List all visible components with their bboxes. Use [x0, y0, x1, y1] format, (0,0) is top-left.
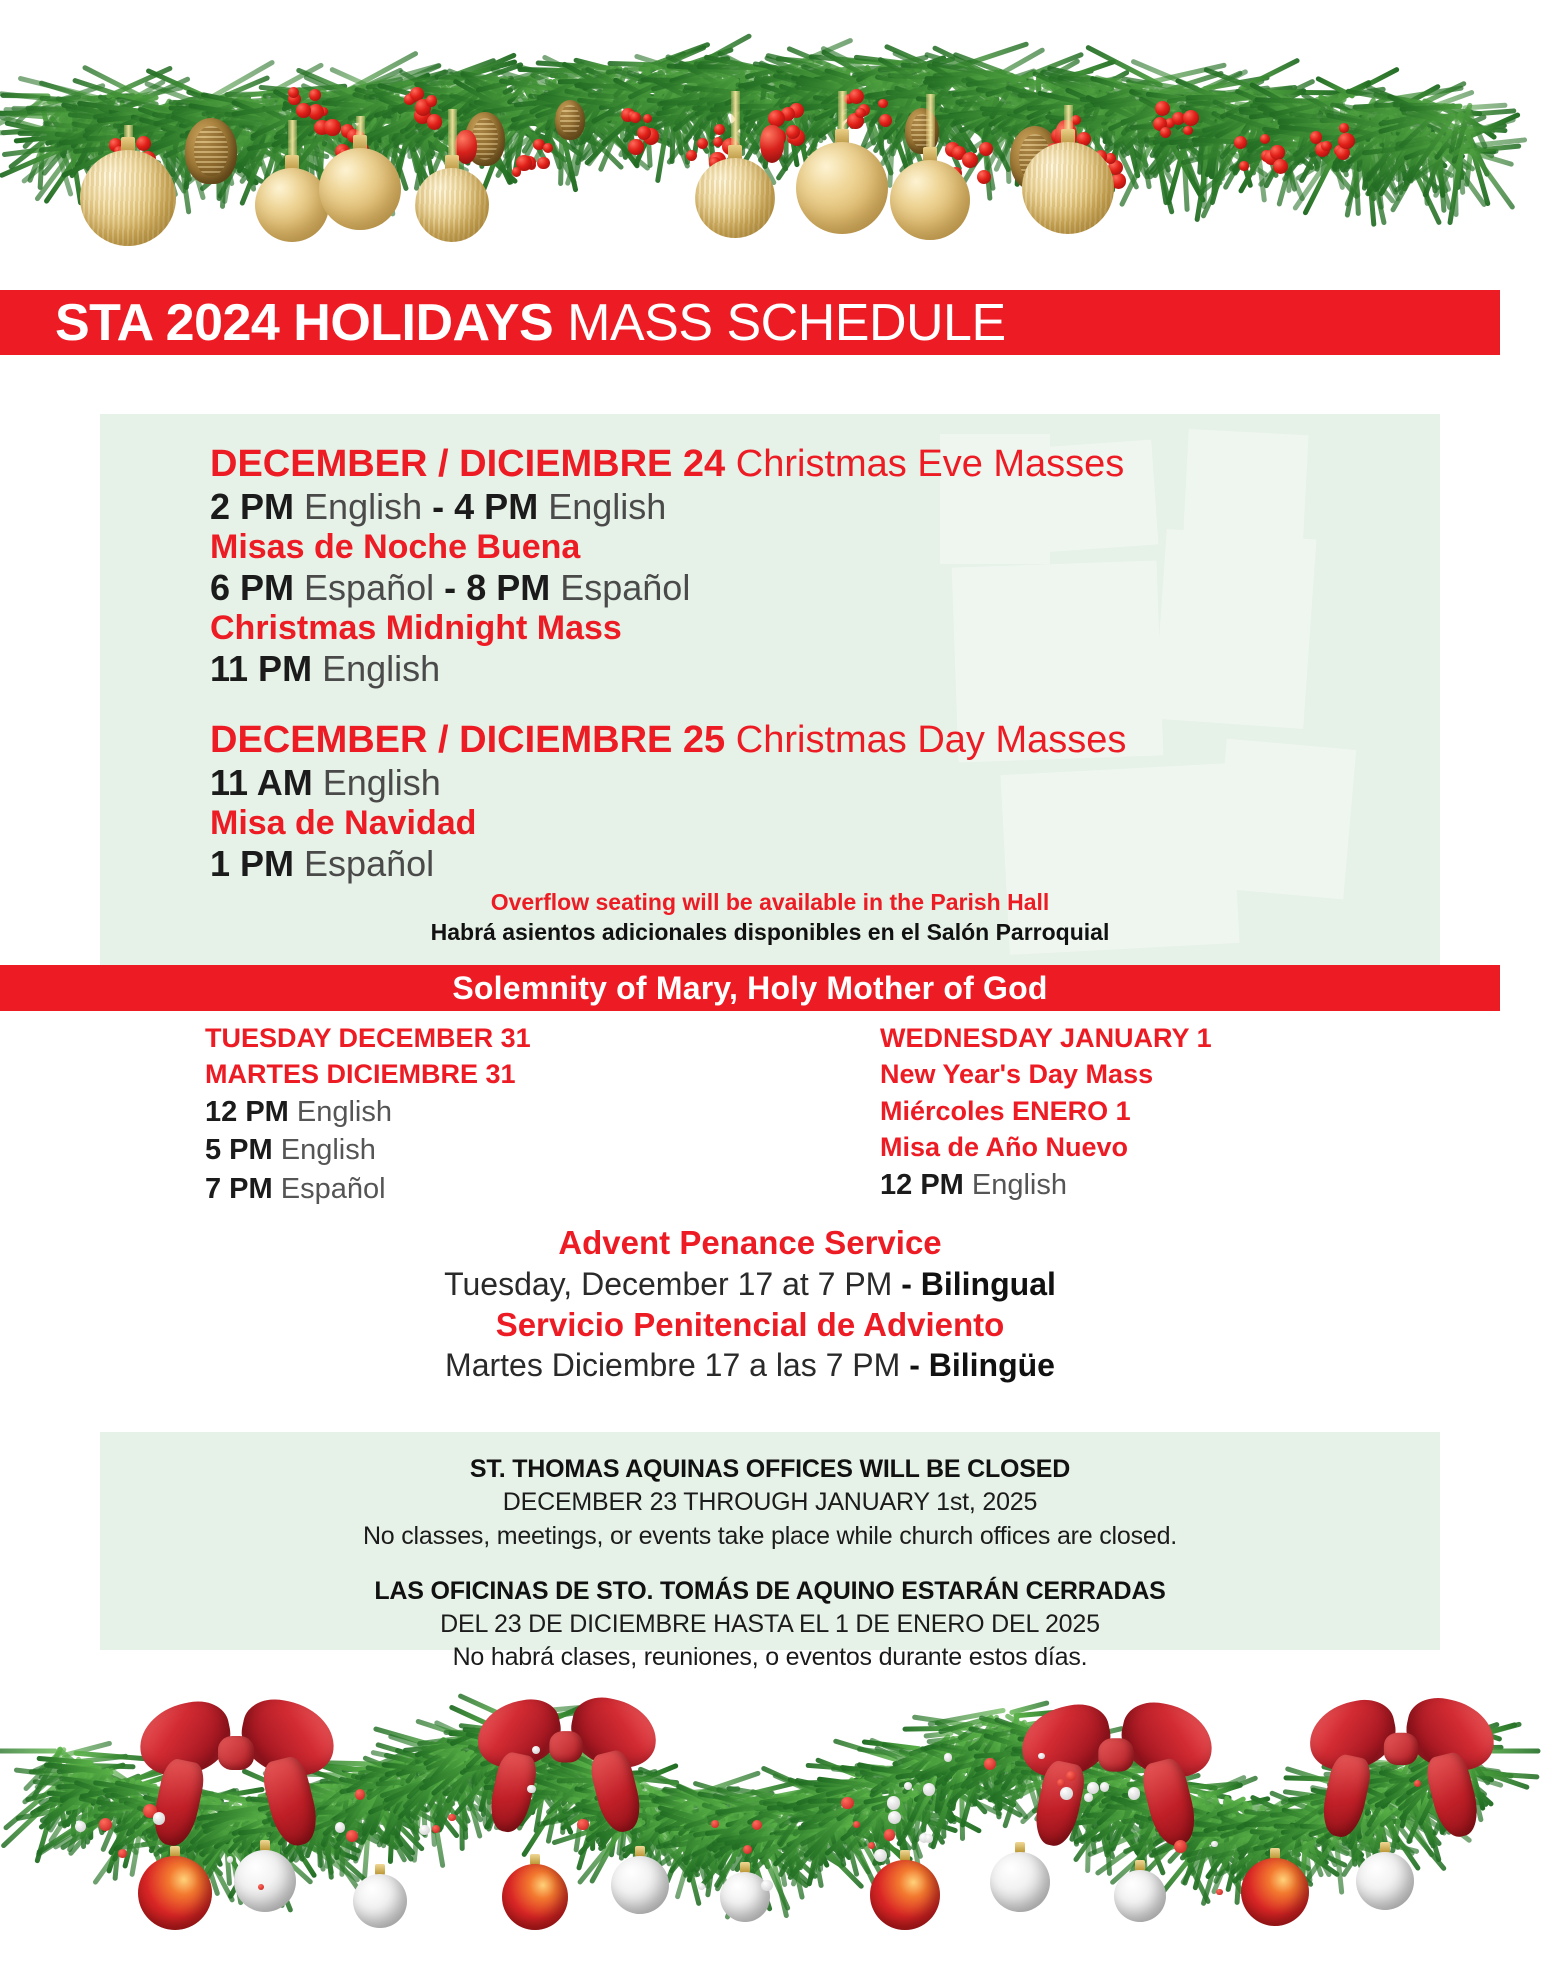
- berry: [686, 150, 698, 162]
- gold-ornament: [255, 168, 329, 242]
- dec25-lang-1pm: Español: [304, 843, 435, 885]
- mini-bead: [944, 1753, 953, 1762]
- penance-title-spanish: Servicio Penitencial de Adviento: [495, 1305, 1005, 1343]
- mini-bead: [923, 1783, 935, 1795]
- berry: [324, 119, 340, 135]
- berry: [537, 157, 550, 170]
- dec24-lang-11pm: English: [322, 648, 441, 690]
- dec24-spanish-subtitle: Misas de Noche Buena: [210, 527, 581, 566]
- dec25-heading-light: Christmas Day Masses: [735, 719, 1127, 762]
- offices-closed-panel: [100, 1432, 1440, 1672]
- title-banner: [0, 290, 1500, 355]
- dec24-heading-light: Christmas Eve Masses: [735, 443, 1125, 485]
- dec31-row: [205, 1170, 531, 1209]
- mini-bead: [853, 1821, 860, 1828]
- overflow-note-spanish: Habrá asientos adicionales disponibles en el Salón Parroquial: [430, 918, 1110, 945]
- dec24-time-11pm: 11 PM: [210, 648, 313, 690]
- berry: [1183, 126, 1192, 135]
- dec31-lang-2: Español: [280, 1173, 386, 1205]
- berry: [1310, 131, 1322, 143]
- white-ornament: [611, 1856, 669, 1914]
- berry: [1321, 141, 1331, 151]
- mini-bead: [984, 1758, 996, 1770]
- berry: [288, 87, 299, 98]
- garland-needle: [0, 1749, 58, 1754]
- jan1-subtitle-english: New Year's Day Mass: [880, 1059, 1154, 1090]
- berry: [849, 89, 864, 104]
- bow-knot: [549, 1731, 582, 1762]
- mini-bead: [1060, 1787, 1073, 1800]
- mini-bead: [1087, 1782, 1099, 1794]
- dec25-time-11am: 11 AM: [210, 762, 313, 804]
- mini-bead: [419, 1825, 430, 1836]
- berry: [628, 139, 644, 155]
- pine-cone: [555, 100, 585, 140]
- red-ornament: [760, 125, 784, 163]
- dec25-spanish-subtitle: Misa de Navidad: [210, 804, 477, 843]
- column-january-1: [880, 1020, 1212, 1204]
- dec25-spanish-time: [210, 843, 1126, 885]
- mini-bead: [841, 1797, 854, 1810]
- dec31-row: [205, 1131, 531, 1170]
- white-ornament: [1114, 1870, 1166, 1922]
- mini-bead: [1216, 1889, 1222, 1895]
- white-ornament: [353, 1874, 407, 1928]
- berry: [855, 108, 865, 118]
- red-ornament: [870, 1860, 940, 1930]
- berry: [296, 103, 311, 118]
- dec31-header-spanish: MARTES DICIEMBRE 31: [205, 1059, 516, 1090]
- mini-bead: [1128, 1787, 1140, 1799]
- dec31-time-0: 12 PM: [205, 1095, 289, 1128]
- red-bow: [1400, 1746, 1401, 1747]
- mini-bead: [153, 1812, 166, 1825]
- dec25-lang-11am: English: [322, 762, 441, 804]
- dec24-dash-1: -: [432, 486, 445, 528]
- solemnity-columns: [0, 1020, 1500, 1210]
- mini-bead: [752, 1820, 762, 1830]
- mini-bead: [527, 1785, 535, 1793]
- mini-bead: [335, 1822, 345, 1832]
- penance-detail-english: [0, 1264, 1500, 1304]
- dec31-time-2: 7 PM: [205, 1173, 273, 1205]
- penance-detail-spanish: [0, 1345, 1500, 1385]
- berry: [543, 143, 553, 153]
- closed-english-line2: DECEMBER 23 THROUGH JANUARY 1st, 2025: [502, 1488, 1038, 1517]
- dec31-lang-1: English: [280, 1134, 376, 1167]
- white-ornament: [234, 1850, 296, 1912]
- penance-detail-english-plain: Tuesday, December 17 at 7 PM: [444, 1265, 902, 1302]
- berry: [714, 124, 725, 135]
- dec24-lang-6pm: Español: [304, 567, 435, 609]
- mini-bead: [884, 1829, 896, 1841]
- solemnity-banner: [0, 965, 1500, 1011]
- bow-knot: [218, 1736, 254, 1770]
- jan1-time-0: 12 PM: [880, 1168, 964, 1201]
- red-ornament: [502, 1864, 568, 1930]
- red-ornament: [138, 1856, 212, 1930]
- gold-ornament: [796, 142, 888, 234]
- dec24-lang-2pm: English: [304, 486, 423, 528]
- closed-spanish-line1: LAS OFICINAS DE STO. TOMÁS DE AQUINO ESTARÁN CERRADAS: [374, 1576, 1166, 1605]
- gold-ornament: [415, 168, 489, 242]
- berry: [1239, 161, 1248, 170]
- mini-bead: [711, 1820, 719, 1828]
- dec24-heading-bold: DECEMBER / DICIEMBRE 24: [210, 443, 726, 485]
- bottom-garland-decoration: [0, 1660, 1500, 1969]
- berry: [1234, 136, 1247, 149]
- penance-detail-english-strong: - Bilingual: [901, 1265, 1056, 1302]
- jan1-row: [880, 1166, 1212, 1205]
- jan1-header-english: WEDNESDAY JANUARY 1: [880, 1023, 1212, 1053]
- title-bold: STA 2024 HOLIDAYS: [55, 293, 554, 352]
- berry: [309, 89, 321, 101]
- dec24-time-8pm: 8 PM: [466, 567, 551, 609]
- berry: [979, 142, 993, 156]
- dec31-time-1: 5 PM: [205, 1134, 273, 1167]
- jan1-lang-0: English: [971, 1168, 1068, 1201]
- dec24-heading: [210, 442, 1126, 486]
- closed-spanish-line3: No habrá clases, reuniones, o eventos durante estos días.: [452, 1643, 1088, 1672]
- white-ornament: [720, 1872, 770, 1922]
- dec24-midnight-time: [210, 648, 1126, 690]
- mini-bead: [868, 1842, 875, 1849]
- bow-knot: [1384, 1733, 1418, 1765]
- dec25-time-1pm: 1 PM: [210, 843, 295, 885]
- gold-ornament: [319, 148, 401, 230]
- gold-ornament: [890, 160, 970, 240]
- dec25-heading: [210, 718, 1126, 762]
- dec31-lang-0: English: [296, 1095, 393, 1128]
- closed-text-spacer: [100, 1553, 1440, 1575]
- red-bow: [565, 1744, 566, 1745]
- mini-bead: [925, 1834, 934, 1843]
- berry: [427, 114, 442, 129]
- berry: [1339, 123, 1349, 133]
- berry: [1270, 145, 1284, 159]
- bow-knot: [1098, 1738, 1133, 1771]
- jan1-header-spanish: Miércoles ENERO 1: [880, 1095, 1131, 1126]
- dec24-lang-8pm: Español: [560, 567, 691, 609]
- dec24-spanish-times: [210, 567, 1126, 609]
- solemnity-title: Solemnity of Mary, Holy Mother of God: [452, 969, 1048, 1006]
- mini-bead: [1100, 1782, 1110, 1792]
- dec24-lang-4pm: English: [548, 486, 667, 528]
- top-garland-decoration: [0, 0, 1500, 290]
- white-ornament: [1356, 1852, 1414, 1910]
- dec24-time-4pm: 4 PM: [454, 486, 539, 528]
- mini-bead: [1211, 1841, 1218, 1848]
- penance-title-english: Advent Penance Service: [558, 1224, 942, 1261]
- mass-schedule-panel: [100, 414, 1440, 965]
- midnight-mass-subtitle: Christmas Midnight Mass: [210, 609, 622, 648]
- overflow-note-english: Overflow seating will be available in the Parish Hall: [490, 889, 1050, 915]
- mini-bead: [698, 1883, 705, 1890]
- page-title: [55, 293, 1006, 352]
- cross-watermark: [1214, 739, 1357, 900]
- cross-watermark: [1154, 529, 1317, 729]
- mini-bead: [75, 1821, 86, 1832]
- dec24-time-6pm: 6 PM: [210, 567, 295, 609]
- section-gap: [210, 690, 1126, 718]
- dec31-header-english: TUESDAY DECEMBER 31: [205, 1023, 531, 1053]
- gold-ornament: [1022, 142, 1114, 234]
- mini-bead: [1084, 1793, 1093, 1802]
- closed-english-line1: ST. THOMAS AQUINAS OFFICES WILL BE CLOSED: [469, 1455, 1071, 1483]
- mini-bead: [448, 1814, 456, 1822]
- schedule-text-block: [210, 442, 1126, 885]
- closed-spanish-line2: DEL 23 DE DICIEMBRE HASTA EL 1 DE ENERO DEL 2025: [440, 1610, 1100, 1638]
- gold-ornament: [80, 150, 176, 246]
- overflow-seating-note: [100, 888, 1440, 948]
- jan1-subtitle-spanish: Misa de Año Nuevo: [880, 1132, 1129, 1163]
- berry: [512, 167, 521, 176]
- dec24-dash-2: -: [444, 567, 457, 609]
- red-ornament: [1241, 1858, 1309, 1926]
- title-light: MASS SCHEDULE: [567, 293, 1006, 352]
- mini-bead: [1414, 1780, 1421, 1787]
- closed-english-line3: No classes, meetings, or events take place while church offices are closed.: [362, 1521, 1178, 1550]
- berry: [879, 114, 892, 127]
- red-bow: [235, 1750, 236, 1751]
- gold-ornament: [695, 158, 775, 238]
- column-december-31: [205, 1020, 531, 1209]
- dec31-row: [205, 1093, 531, 1132]
- dec25-english-time: [210, 762, 1126, 804]
- dec24-english-times: [210, 486, 1126, 528]
- dec24-time-2pm: 2 PM: [210, 486, 295, 528]
- red-bow: [1115, 1752, 1116, 1753]
- offices-closed-text: [100, 1453, 1440, 1675]
- mini-bead: [355, 1789, 366, 1800]
- penance-detail-spanish-plain: Martes Diciembre 17 a las 7 PM: [445, 1347, 910, 1384]
- mini-bead: [227, 1856, 233, 1862]
- dec25-heading-bold: DECEMBER / DICIEMBRE 25: [210, 719, 726, 762]
- mini-bead: [1038, 1753, 1045, 1760]
- penance-detail-spanish-strong: - Bilingüe: [909, 1347, 1055, 1384]
- mini-bead: [761, 1880, 772, 1891]
- pine-cone: [185, 118, 237, 184]
- mini-bead: [118, 1849, 127, 1858]
- white-ornament: [990, 1852, 1050, 1912]
- advent-penance-section: [0, 1222, 1500, 1386]
